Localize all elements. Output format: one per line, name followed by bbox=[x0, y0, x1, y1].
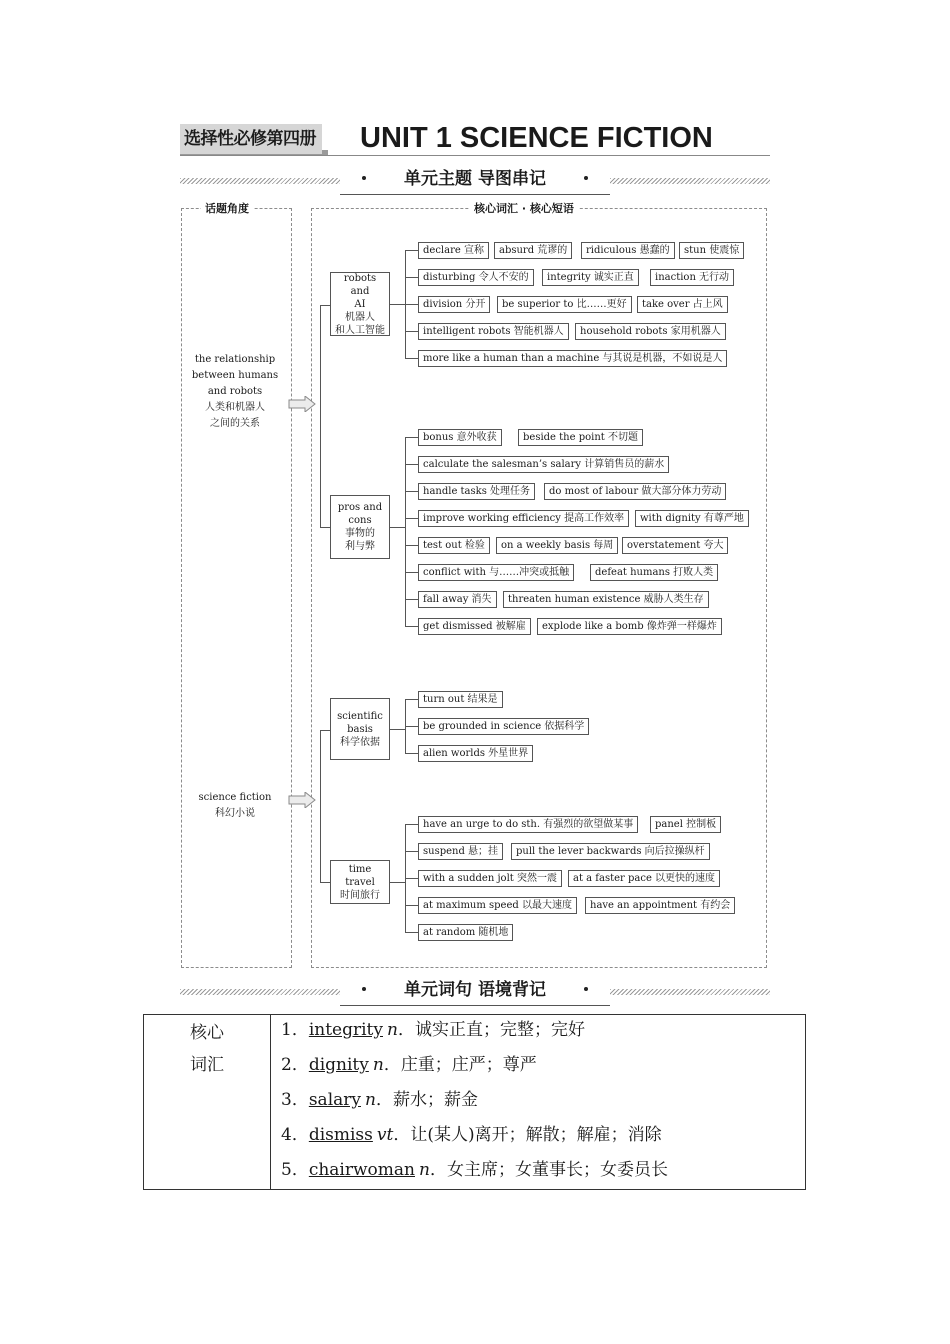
category-zh-text: 科学依据 bbox=[340, 736, 380, 748]
phrase-box: at maximum speed 以最大速度 bbox=[418, 897, 577, 914]
section-banner-vocab bbox=[180, 977, 770, 1005]
vocab-separator: ． bbox=[397, 1020, 415, 1040]
phrase-box: with dignity 有尊严地 bbox=[635, 510, 749, 527]
vocab-pos: vt bbox=[376, 1125, 394, 1145]
topic-frame bbox=[181, 208, 292, 968]
phrase-box: beside the point 不切题 bbox=[518, 429, 643, 446]
vocab-separator: ． bbox=[375, 1090, 393, 1110]
vocab-number: 2． bbox=[281, 1055, 309, 1075]
tree-branch-line bbox=[405, 726, 418, 727]
vocab-list bbox=[281, 1017, 668, 1192]
vocab-heading-text: 核心 bbox=[190, 1023, 224, 1043]
topic-en-text: between humans bbox=[191, 370, 279, 381]
phrase-box: take over 占上风 bbox=[637, 296, 728, 313]
category-robots-ai bbox=[330, 272, 390, 336]
phrase-box: get dismissed 被解雇 bbox=[418, 618, 531, 635]
tree-trunk-line bbox=[320, 730, 321, 882]
vocab-frame-label: 核心词汇 · 核心短语 bbox=[470, 202, 578, 216]
phrase-box: improve working efficiency 提高工作效率 bbox=[418, 510, 629, 527]
phrase-box: division 分开 bbox=[418, 296, 490, 313]
topic-en-text: the relationship bbox=[194, 354, 276, 365]
book-tag: 选择性必修第四册 bbox=[180, 124, 322, 154]
tree-branch-line bbox=[405, 626, 418, 627]
vocab-number: 1． bbox=[281, 1020, 309, 1040]
topic-science-fiction bbox=[180, 790, 290, 822]
category-en-text: pros and bbox=[337, 502, 383, 513]
phrase-box: calculate the salesman’s salary 计算销售员的薪水 bbox=[418, 456, 669, 473]
category-en-text: robots and bbox=[343, 272, 377, 297]
category-en-text: AI bbox=[354, 298, 366, 310]
tree-branch-line bbox=[390, 304, 405, 305]
phrase-box: suspend 悬；挂 bbox=[418, 843, 503, 860]
vocab-pos: n bbox=[387, 1020, 398, 1040]
vocab-pos: n bbox=[365, 1090, 376, 1110]
banner-title: 单元主题 导图串记 bbox=[404, 169, 546, 189]
vocab-item bbox=[281, 1017, 668, 1052]
tree-branch-line bbox=[405, 932, 418, 933]
vocab-definition: 诚实正直；完整；完好 bbox=[414, 1020, 585, 1040]
phrase-box: have an urge to do sth. 有强烈的欲望做某事 bbox=[418, 816, 638, 833]
phrase-box: pull the lever backwards 向后拉操纵杆 bbox=[511, 843, 710, 860]
vocab-heading-text: 词汇 bbox=[190, 1055, 224, 1075]
phrase-box: absurd 荒谬的 bbox=[494, 242, 572, 259]
vocab-separator: ． bbox=[429, 1160, 447, 1180]
vocab-definition: 女主席；女董事长；女委员长 bbox=[446, 1160, 668, 1180]
category-scientific-basis bbox=[330, 698, 390, 760]
phrase-box: turn out 结果是 bbox=[418, 691, 503, 708]
vocab-word: dignity bbox=[308, 1055, 369, 1075]
category-en-text: basis bbox=[347, 723, 373, 735]
phrase-box: fall away 消失 bbox=[418, 591, 497, 608]
phrase-box: threaten human existence 威胁人类生存 bbox=[503, 591, 709, 608]
phrase-box: ridiculous 愚蠢的 bbox=[581, 242, 675, 259]
tree-branch-line bbox=[405, 331, 418, 332]
vocab-item bbox=[281, 1087, 668, 1122]
vocab-heading-cell bbox=[144, 1015, 271, 1189]
hatch-decoration bbox=[610, 989, 770, 995]
phrase-box: household robots 家用机器人 bbox=[575, 323, 726, 340]
tree-branch-line bbox=[390, 882, 405, 883]
tree-branch-line bbox=[405, 753, 418, 754]
tree-branch-line bbox=[405, 250, 418, 251]
vocab-item bbox=[281, 1157, 668, 1192]
phrase-box: at random 随机地 bbox=[418, 924, 513, 941]
vocab-item bbox=[281, 1052, 668, 1087]
tree-branch-line bbox=[390, 527, 405, 528]
phrase-box: test out 检验 bbox=[418, 537, 490, 554]
tree-branch-line bbox=[390, 729, 405, 730]
phrase-box: do most of labour 做大部分体力劳动 bbox=[544, 483, 726, 500]
category-zh-text: 利与弊 bbox=[345, 541, 375, 552]
phrase-box: with a sudden jolt 突然一震 bbox=[418, 870, 562, 887]
tree-branch-line bbox=[405, 851, 418, 852]
phrase-box: alien worlds 外星世界 bbox=[418, 745, 533, 762]
phrase-box: intelligent robots 智能机器人 bbox=[418, 323, 569, 340]
phrase-box: defeat humans 打败人类 bbox=[590, 564, 718, 581]
topic-zh-text: 之间的关系 bbox=[210, 418, 260, 429]
vocab-word: chairwoman bbox=[308, 1160, 415, 1180]
unit-title: UNIT 1 SCIENCE FICTION bbox=[360, 122, 713, 154]
tree-branch-line bbox=[405, 277, 418, 278]
tree-branch-line bbox=[405, 599, 418, 600]
right-arrow-icon bbox=[288, 792, 316, 808]
topic-en-text: and robots bbox=[207, 386, 263, 397]
vocab-pos: n bbox=[419, 1160, 430, 1180]
phrase-box: overstatement 夸大 bbox=[622, 537, 728, 554]
tree-branch-line bbox=[405, 572, 418, 573]
tree-branch-line bbox=[405, 304, 418, 305]
phrase-box: integrity 诚实正直 bbox=[542, 269, 639, 286]
vocab-definition: 让(某人)离开；解散；解雇；消除 bbox=[410, 1125, 662, 1145]
hatch-decoration bbox=[180, 178, 340, 184]
vocab-item bbox=[281, 1122, 668, 1157]
hatch-decoration bbox=[180, 989, 340, 995]
phrase-box: have an appointment 有约会 bbox=[585, 897, 735, 914]
vocab-word: integrity bbox=[308, 1020, 383, 1040]
topic-zh-text: 人类和机器人 bbox=[205, 402, 265, 413]
phrase-box: handle tasks 处理任务 bbox=[418, 483, 535, 500]
phrase-box: conflict with 与……冲突或抵触 bbox=[418, 564, 574, 581]
vocab-definition: 庄重；庄严；尊严 bbox=[400, 1055, 537, 1075]
category-en-text: cons bbox=[348, 515, 372, 526]
phrase-box: on a weekly basis 每周 bbox=[496, 537, 618, 554]
tree-branch-line bbox=[405, 824, 418, 825]
tree-branch-line bbox=[405, 464, 418, 465]
phrase-box: be superior to 比……更好 bbox=[497, 296, 632, 313]
topic-zh-text: 科幻小说 bbox=[215, 808, 255, 819]
phrase-box: inaction 无行动 bbox=[650, 269, 734, 286]
category-en-text: scientific bbox=[337, 710, 383, 722]
category-zh-text: 事物的 bbox=[345, 528, 375, 539]
vocab-separator: ． bbox=[383, 1055, 401, 1075]
category-time-travel bbox=[330, 860, 390, 904]
phrase-box: at a faster pace 以更快的速度 bbox=[568, 870, 720, 887]
phrase-box: stun 使震惊 bbox=[679, 242, 744, 259]
phrase-box: more like a human than a machine 与其说是机器，不如说是人 bbox=[418, 350, 727, 367]
vocab-word: salary bbox=[308, 1090, 361, 1110]
right-arrow-icon bbox=[288, 396, 316, 412]
category-zh-text: 时间旅行 bbox=[340, 889, 380, 901]
topic-en-text: science fiction bbox=[198, 792, 272, 803]
tree-branch-line bbox=[405, 878, 418, 879]
vocab-word: dismiss bbox=[308, 1125, 373, 1145]
phrase-box: panel 控制板 bbox=[650, 816, 721, 833]
phrase-box: bonus 意外收获 bbox=[418, 429, 502, 446]
vocab-number: 3． bbox=[281, 1090, 309, 1110]
tree-branch-line bbox=[405, 545, 418, 546]
category-zh-text: 和人工智能 bbox=[335, 324, 385, 336]
vocab-number: 4． bbox=[281, 1125, 309, 1145]
topic-frame-label: 话题角度 bbox=[201, 202, 253, 216]
hatch-decoration bbox=[610, 178, 770, 184]
category-en-text: time travel bbox=[345, 863, 375, 888]
phrase-box: disturbing 令人不安的 bbox=[418, 269, 534, 286]
tree-branch-line bbox=[405, 905, 418, 906]
tree-branch-line bbox=[405, 437, 418, 438]
banner-title: 单元词句 语境背记 bbox=[404, 980, 546, 1000]
banner-cap bbox=[340, 166, 610, 195]
bullet-dot-icon bbox=[584, 987, 588, 991]
tree-branch-line bbox=[405, 518, 418, 519]
phrase-box: declare 宣称 bbox=[418, 242, 489, 259]
tree-branch-line bbox=[405, 491, 418, 492]
category-pros-cons bbox=[330, 495, 390, 559]
header-rule bbox=[180, 155, 770, 156]
phrase-box: explode like a bomb 像炸弹一样爆炸 bbox=[537, 618, 722, 635]
vocab-definition: 薪水；薪金 bbox=[392, 1090, 478, 1110]
vocab-number: 5． bbox=[281, 1160, 309, 1180]
banner-cap bbox=[340, 977, 610, 1006]
vocab-pos: n bbox=[372, 1055, 384, 1075]
topic-robots-relationship bbox=[180, 352, 290, 432]
tree-branch-line bbox=[405, 358, 418, 359]
section-banner-mindmap bbox=[180, 166, 770, 194]
tree-trunk-line bbox=[320, 305, 321, 527]
tree-branch-line bbox=[405, 699, 418, 700]
bullet-dot-icon bbox=[584, 176, 588, 180]
category-zh-text: 机器人 bbox=[345, 311, 375, 323]
phrase-box: be grounded in science 依据科学 bbox=[418, 718, 589, 735]
vocab-table bbox=[143, 1014, 806, 1190]
vocab-separator: ． bbox=[393, 1125, 411, 1145]
